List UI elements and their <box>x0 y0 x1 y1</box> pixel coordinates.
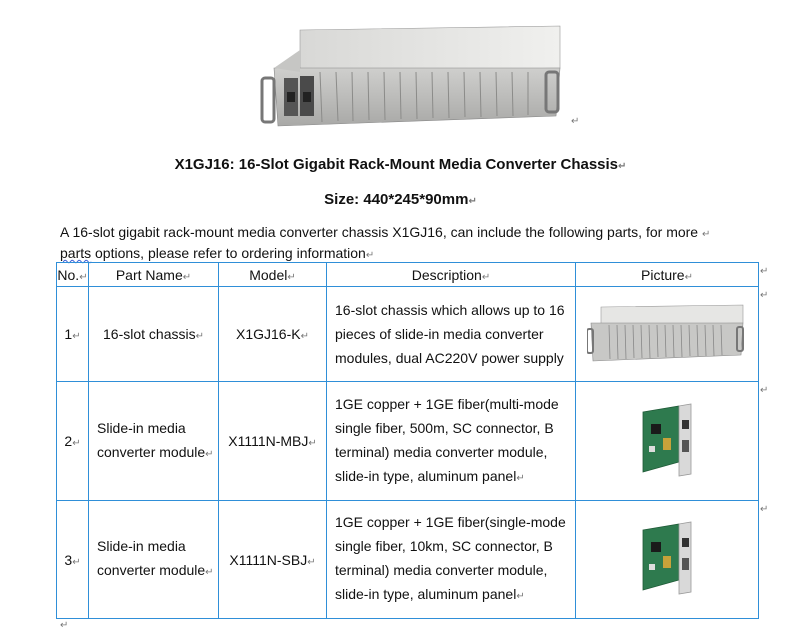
header-description: Description↵ <box>327 263 576 287</box>
document-title <box>0 156 801 173</box>
intro-text-continued: options, please refer to ordering information <box>91 245 366 261</box>
table-row <box>57 287 759 382</box>
parts-table <box>56 262 759 619</box>
header-part-name: Part Name↵ <box>89 263 219 287</box>
cell-picture <box>576 501 759 619</box>
cell-model: X1GJ16-K↵ <box>219 287 327 382</box>
cell-model: X1111N-MBJ↵ <box>219 382 327 501</box>
row-end-mark: ↵ <box>760 385 769 396</box>
module-image <box>637 520 697 596</box>
module-image <box>637 402 697 478</box>
spellcheck-word: parts <box>60 245 92 261</box>
header-picture: Picture↵ <box>576 263 759 287</box>
paragraph-mark: ↵ <box>60 620 69 631</box>
cell-picture <box>576 382 759 501</box>
cell-description: 1GE copper + 1GE fiber(single-mode single fiber, 10km, SC connector, B terminal) media converter module, slide-in type, aluminum panel↵ <box>327 501 576 619</box>
table-header-row <box>57 263 759 287</box>
header-no: No.↵ <box>57 263 89 287</box>
cell-description: 16-slot chassis which allows up to 16 pieces of slide-in media converter modules, dual AC220V power supply <box>327 287 576 382</box>
chassis-photo <box>260 20 570 132</box>
row-end-mark: ↵ <box>760 290 769 301</box>
cell-description: 1GE copper + 1GE fiber(multi-mode single fiber, 500m, SC connector, B terminal) media converter module, slide-in type, aluminum panel↵ <box>327 382 576 501</box>
row-end-mark: ↵ <box>760 266 769 277</box>
table-row <box>57 501 759 619</box>
size-text: Size: 440*245*90mm <box>324 191 469 208</box>
paragraph-mark: ↵ <box>571 116 580 127</box>
header-model: Model↵ <box>219 263 327 287</box>
cell-part-name: Slide-in media converter module↵ <box>89 501 219 619</box>
paragraph-mark: ↵ <box>365 250 375 261</box>
cell-part-name: Slide-in media converter module↵ <box>89 382 219 501</box>
chassis-image <box>587 303 747 363</box>
paragraph-mark: ↵ <box>701 229 711 240</box>
cell-model: X1111N-SBJ↵ <box>219 501 327 619</box>
cell-picture <box>576 287 759 382</box>
cell-no: 1↵ <box>57 287 89 382</box>
cell-part-name: 16-slot chassis↵ <box>89 287 219 382</box>
table-row <box>57 382 759 501</box>
paragraph-mark: ↵ <box>618 161 627 172</box>
size-heading <box>0 191 801 208</box>
intro-text: A 16-slot gigabit rack-mount media converter chassis X1GJ16, can include the following parts, for more <box>60 224 699 240</box>
cell-no: 3↵ <box>57 501 89 619</box>
paragraph-mark: ↵ <box>468 196 477 207</box>
row-end-mark: ↵ <box>760 504 769 515</box>
title-text: X1GJ16: 16-Slot Gigabit Rack-Mount Media Converter Chassis <box>174 156 619 173</box>
intro-paragraph <box>60 223 750 265</box>
cell-no: 2↵ <box>57 382 89 501</box>
